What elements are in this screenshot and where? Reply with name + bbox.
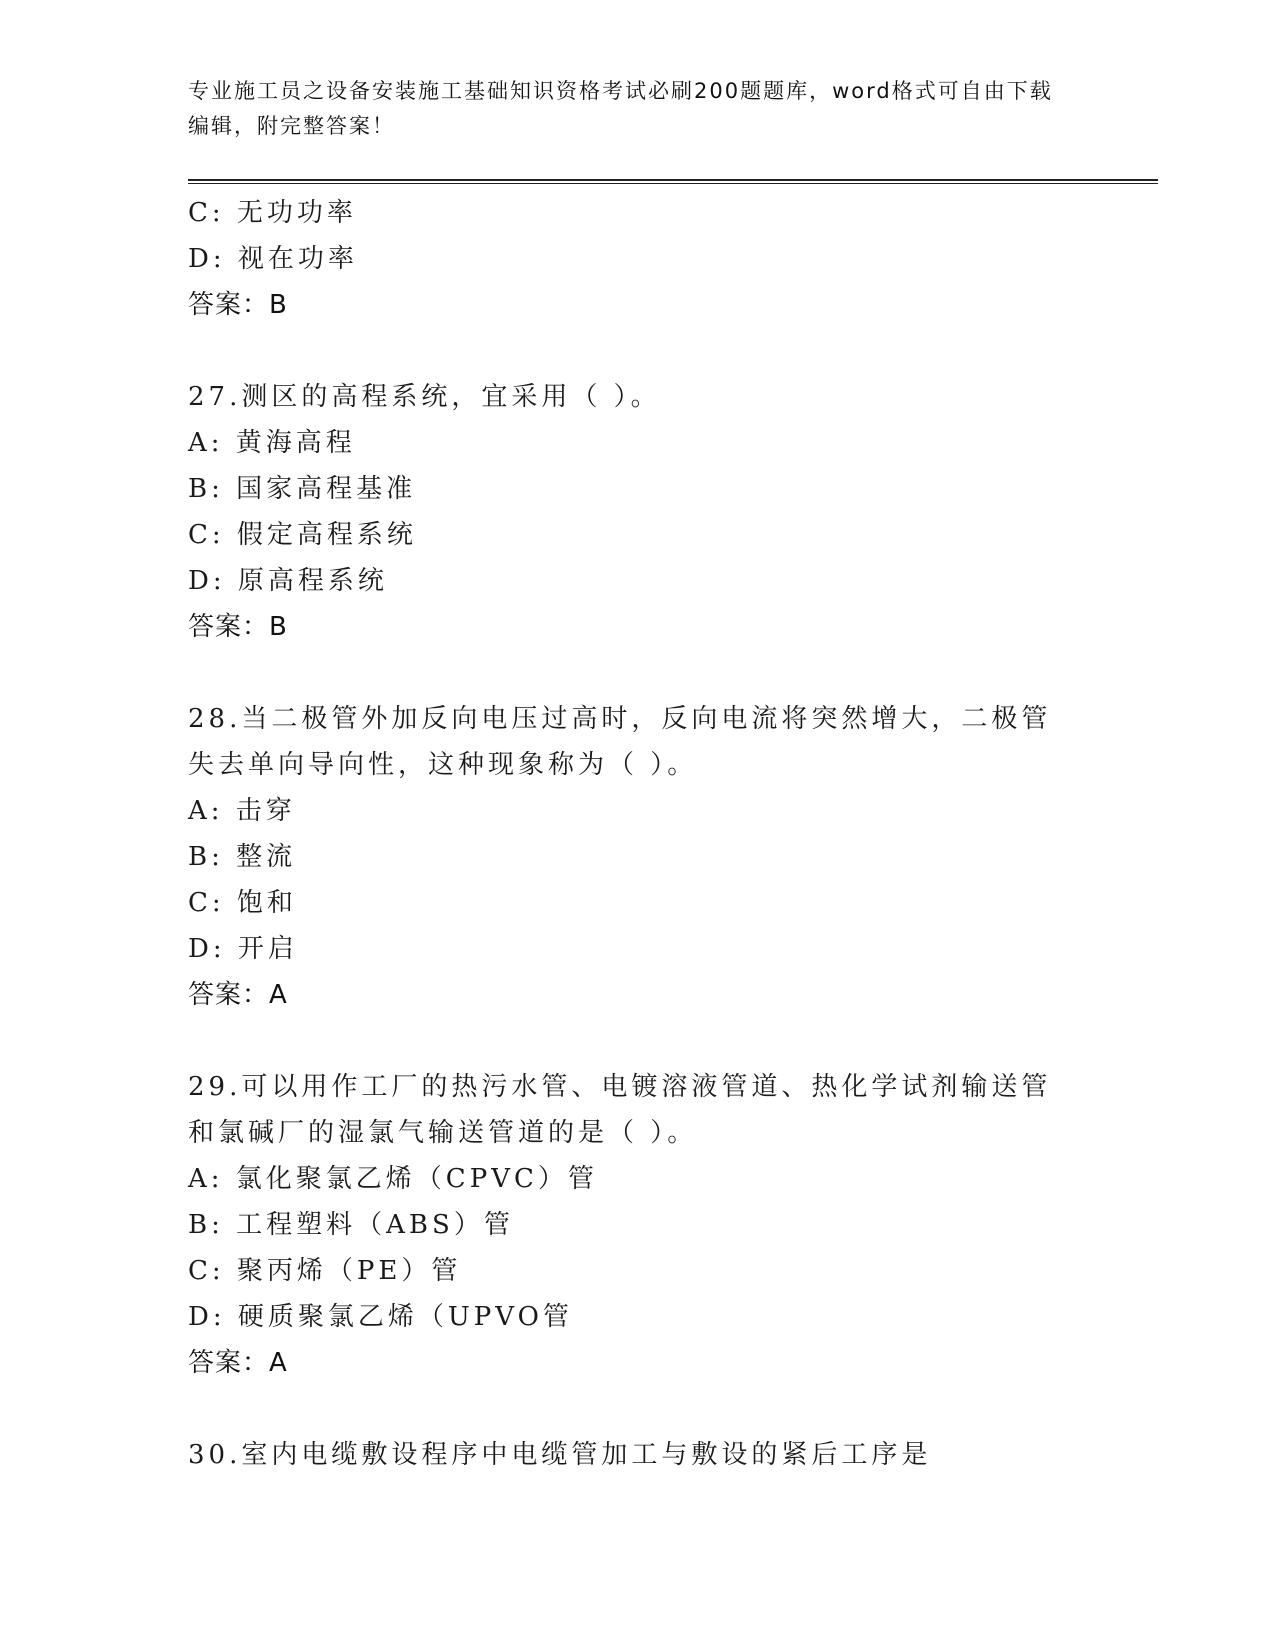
question-text: 30.室内电缆敷设程序中电缆管加工与敷设的紧后工序是 — [188, 1440, 932, 1470]
spacer — [188, 650, 1088, 696]
option-a: A: 击穿 — [188, 796, 296, 826]
answer-label: 答案：A — [188, 1348, 288, 1378]
option-d: D: 开启 — [188, 934, 298, 964]
header-divider-thick — [188, 179, 1158, 181]
option-a: A: 氯化聚氯乙烯（CPVC）管 — [188, 1164, 598, 1194]
question-text: 28.当二极管外加反向电压过高时，反向电流将突然增大，二极管失去单向导向性，这种现象称为（ ）。 — [188, 704, 1052, 780]
option-d: D: 原高程系统 — [188, 566, 388, 596]
answer-label: 答案：B — [188, 612, 288, 642]
question-30 — [188, 1432, 1088, 1478]
option-b: B: 工程塑料（ABS）管 — [188, 1210, 514, 1240]
question-list — [188, 190, 1088, 1478]
option-b: B: 国家高程基准 — [188, 474, 417, 504]
question-text: 29.可以用作工厂的热污水管、电镀溶液管道、热化学试剂输送管和氯碱厂的湿氯气输送管道的是（ ）。 — [188, 1072, 1052, 1148]
spacer — [188, 1018, 1088, 1064]
option-a: A: 黄海高程 — [188, 428, 356, 458]
option-b: B: 整流 — [188, 842, 297, 872]
spacer — [188, 1386, 1088, 1432]
question-28 — [188, 696, 1088, 1018]
option-c: C: 饱和 — [188, 888, 297, 918]
header-divider-thin — [188, 183, 1158, 184]
question-27 — [188, 374, 1088, 650]
option-c: C: 无功功率 — [188, 198, 357, 228]
option-c: C: 假定高程系统 — [188, 520, 417, 550]
answer-label: 答案：A — [188, 980, 288, 1010]
option-c: C: 聚丙烯（PE）管 — [188, 1256, 462, 1286]
question-29 — [188, 1064, 1088, 1386]
document-header: 专业施工员之设备安装施工基础知识资格考试必刷200题题库，word格式可自由下载编辑，附完整答案！ — [188, 79, 1053, 138]
question-text: 27.测区的高程系统，宜采用（ ）。 — [188, 382, 661, 412]
option-d: D: 硬质聚氯乙烯（UPVO管 — [188, 1302, 573, 1332]
spacer — [188, 328, 1088, 374]
answer-label: 答案：B — [188, 290, 288, 320]
question-26-continuation — [188, 190, 1088, 328]
option-d: D: 视在功率 — [188, 244, 358, 274]
